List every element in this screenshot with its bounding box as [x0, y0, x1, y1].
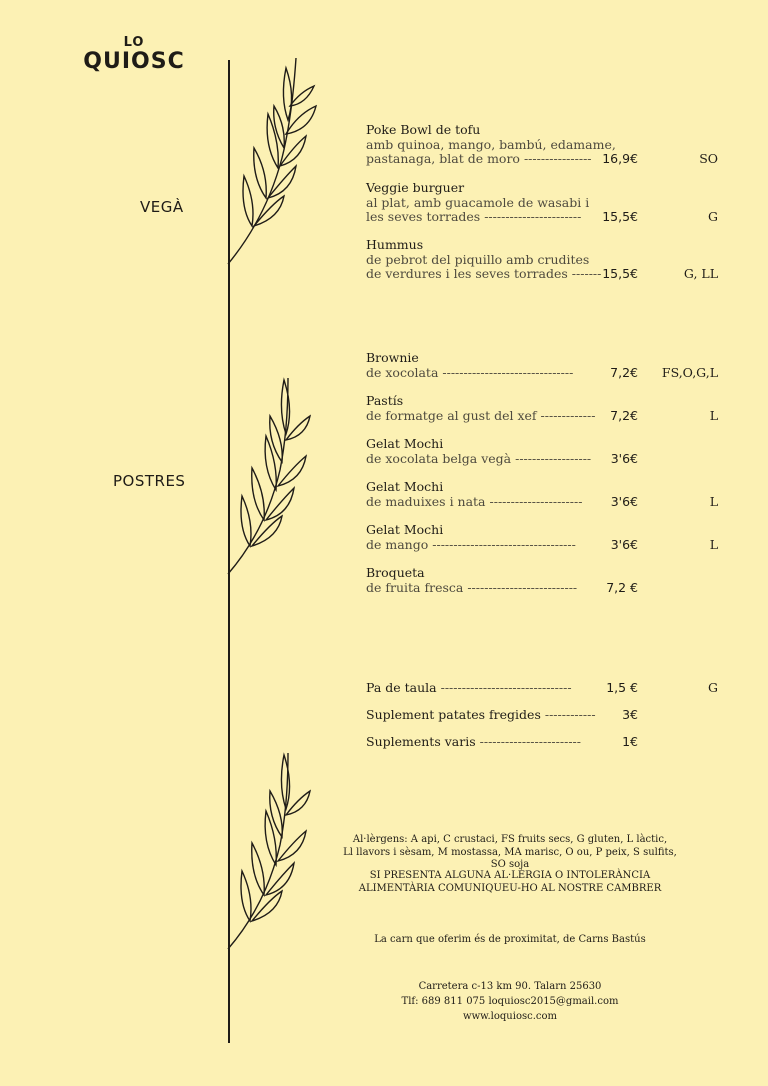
- item-description: de xocolata: [366, 364, 439, 380]
- olive-branch-icon: [226, 48, 326, 268]
- dotted-leader: ------------------------: [479, 734, 581, 749]
- dotted-leader: -----------------------: [484, 209, 582, 224]
- dotted-leader: ------------: [544, 707, 596, 722]
- dotted-leader: -------------------------------: [442, 364, 574, 380]
- item-allergens: L: [709, 536, 718, 552]
- item-allergens: L: [709, 407, 718, 423]
- allergen-legend: [340, 834, 680, 872]
- item-description: de formatge al gust del xef: [366, 407, 537, 423]
- dotted-leader: ----------------------------------: [432, 536, 576, 552]
- contact-info: [340, 979, 680, 1024]
- item-allergens: FS,O,G,L: [661, 364, 718, 380]
- menu-item: [366, 566, 718, 595]
- menu-item: [366, 181, 718, 225]
- olive-branch-icon: [226, 745, 326, 955]
- item-description: de verdures i les seves torrades: [366, 266, 568, 281]
- section-title-postres: POSTRES: [113, 472, 186, 490]
- dotted-leader: -------------: [540, 407, 596, 423]
- extra-item: [366, 708, 718, 723]
- item-allergens: G: [708, 209, 718, 224]
- menu-item: [366, 238, 718, 282]
- item-price: 3'6€: [610, 493, 638, 509]
- item-price: 3'6€: [610, 450, 638, 466]
- item-description: pastanaga, blat de moro: [366, 151, 520, 166]
- item-allergens: L: [709, 493, 718, 509]
- item-description: al plat, amb guacamole de wasabi i: [366, 194, 590, 210]
- menu-item: [366, 480, 718, 509]
- allergy-warning-line: ALIMENTÀRIA COMUNIQUEU-HO AL NOSTRE CAMBRER: [358, 882, 662, 894]
- item-description: de fruita fresca: [366, 579, 464, 595]
- item-price: 3'6€: [610, 536, 638, 552]
- logo-line2: QUIOSC: [83, 49, 185, 74]
- allergy-warning: [340, 870, 680, 895]
- item-price: 3€: [622, 707, 638, 722]
- extra-item: [366, 681, 718, 696]
- item-allergens: G: [708, 680, 718, 695]
- item-name: Pa de taula: [366, 680, 437, 695]
- olive-branch-icon: [226, 370, 326, 580]
- item-allergens: SO: [699, 151, 718, 166]
- allergen-legend-line: Al·lèrgens: A api, C crustaci, FS fruits secs, G gluten, L làctic,: [352, 834, 668, 845]
- item-price: 1,5 €: [606, 680, 638, 695]
- section-title-vega: VEGÀ: [140, 198, 184, 216]
- item-name: Broqueta: [366, 565, 425, 580]
- item-price: 15,5€: [602, 209, 638, 224]
- item-allergens: G, LL: [683, 266, 718, 281]
- allergen-legend-line: Ll llavors i sèsam, M mostassa, MA marisc, O ou, P peix, S sulfits, SO soja: [343, 846, 677, 870]
- dotted-leader: ----------------: [523, 151, 592, 166]
- dotted-leader: ------------------: [515, 450, 592, 466]
- dotted-leader: --------------------------: [467, 579, 578, 595]
- item-price: 15,5€: [602, 266, 638, 281]
- item-name: Suplement patates fregides: [366, 707, 541, 722]
- menu-item: [366, 523, 718, 552]
- item-price: 16,9€: [602, 151, 638, 166]
- item-name: Gelat Mochi: [366, 522, 444, 537]
- item-name: Suplements varis: [366, 734, 476, 749]
- menu-item: [366, 394, 718, 423]
- menu-item: [366, 351, 718, 380]
- item-name: Gelat Mochi: [366, 479, 444, 494]
- item-name: Poke Bowl de tofu: [366, 122, 481, 137]
- menu-item: [366, 123, 718, 167]
- phone-email: Tlf: 689 811 075 loquiosc2015@gmail.com: [401, 996, 619, 1007]
- item-name: Gelat Mochi: [366, 436, 444, 451]
- item-description: de xocolata belga vegà: [366, 450, 512, 466]
- item-description: de maduixes i nata: [366, 493, 486, 509]
- item-description: de pebrot del piquillo amb crudites: [366, 251, 590, 267]
- website: www.loquiosc.com: [463, 1011, 557, 1022]
- item-price: 7,2€: [610, 364, 638, 380]
- meat-origin-note: La carn que oferim és de proximitat, de Carns Bastús: [374, 934, 646, 945]
- item-name: Hummus: [366, 237, 424, 252]
- address: Carretera c-13 km 90. Talarn 25630: [418, 981, 602, 992]
- item-description: les seves torrades: [366, 209, 481, 224]
- logo: [76, 36, 192, 74]
- item-name: Veggie burguer: [366, 180, 465, 195]
- item-description: de mango: [366, 536, 429, 552]
- logo-line1: LO: [123, 35, 145, 50]
- extra-item: [366, 735, 718, 750]
- item-price: 1€: [622, 734, 638, 749]
- item-name: Brownie: [366, 350, 419, 365]
- item-description: amb quinoa, mango, bambú, edamame,: [366, 136, 616, 152]
- dotted-leader: ----------------------: [489, 493, 583, 509]
- dotted-leader: -------: [571, 266, 602, 281]
- item-name: Pastís: [366, 393, 404, 408]
- item-price: 7,2€: [610, 407, 638, 423]
- menu-item: [366, 437, 718, 466]
- allergy-warning-line: SI PRESENTA ALGUNA AL·LÈRGIA O INTOLERÀNCIA: [369, 870, 651, 881]
- item-price: 7,2 €: [606, 579, 638, 595]
- dotted-leader: -------------------------------: [440, 680, 572, 695]
